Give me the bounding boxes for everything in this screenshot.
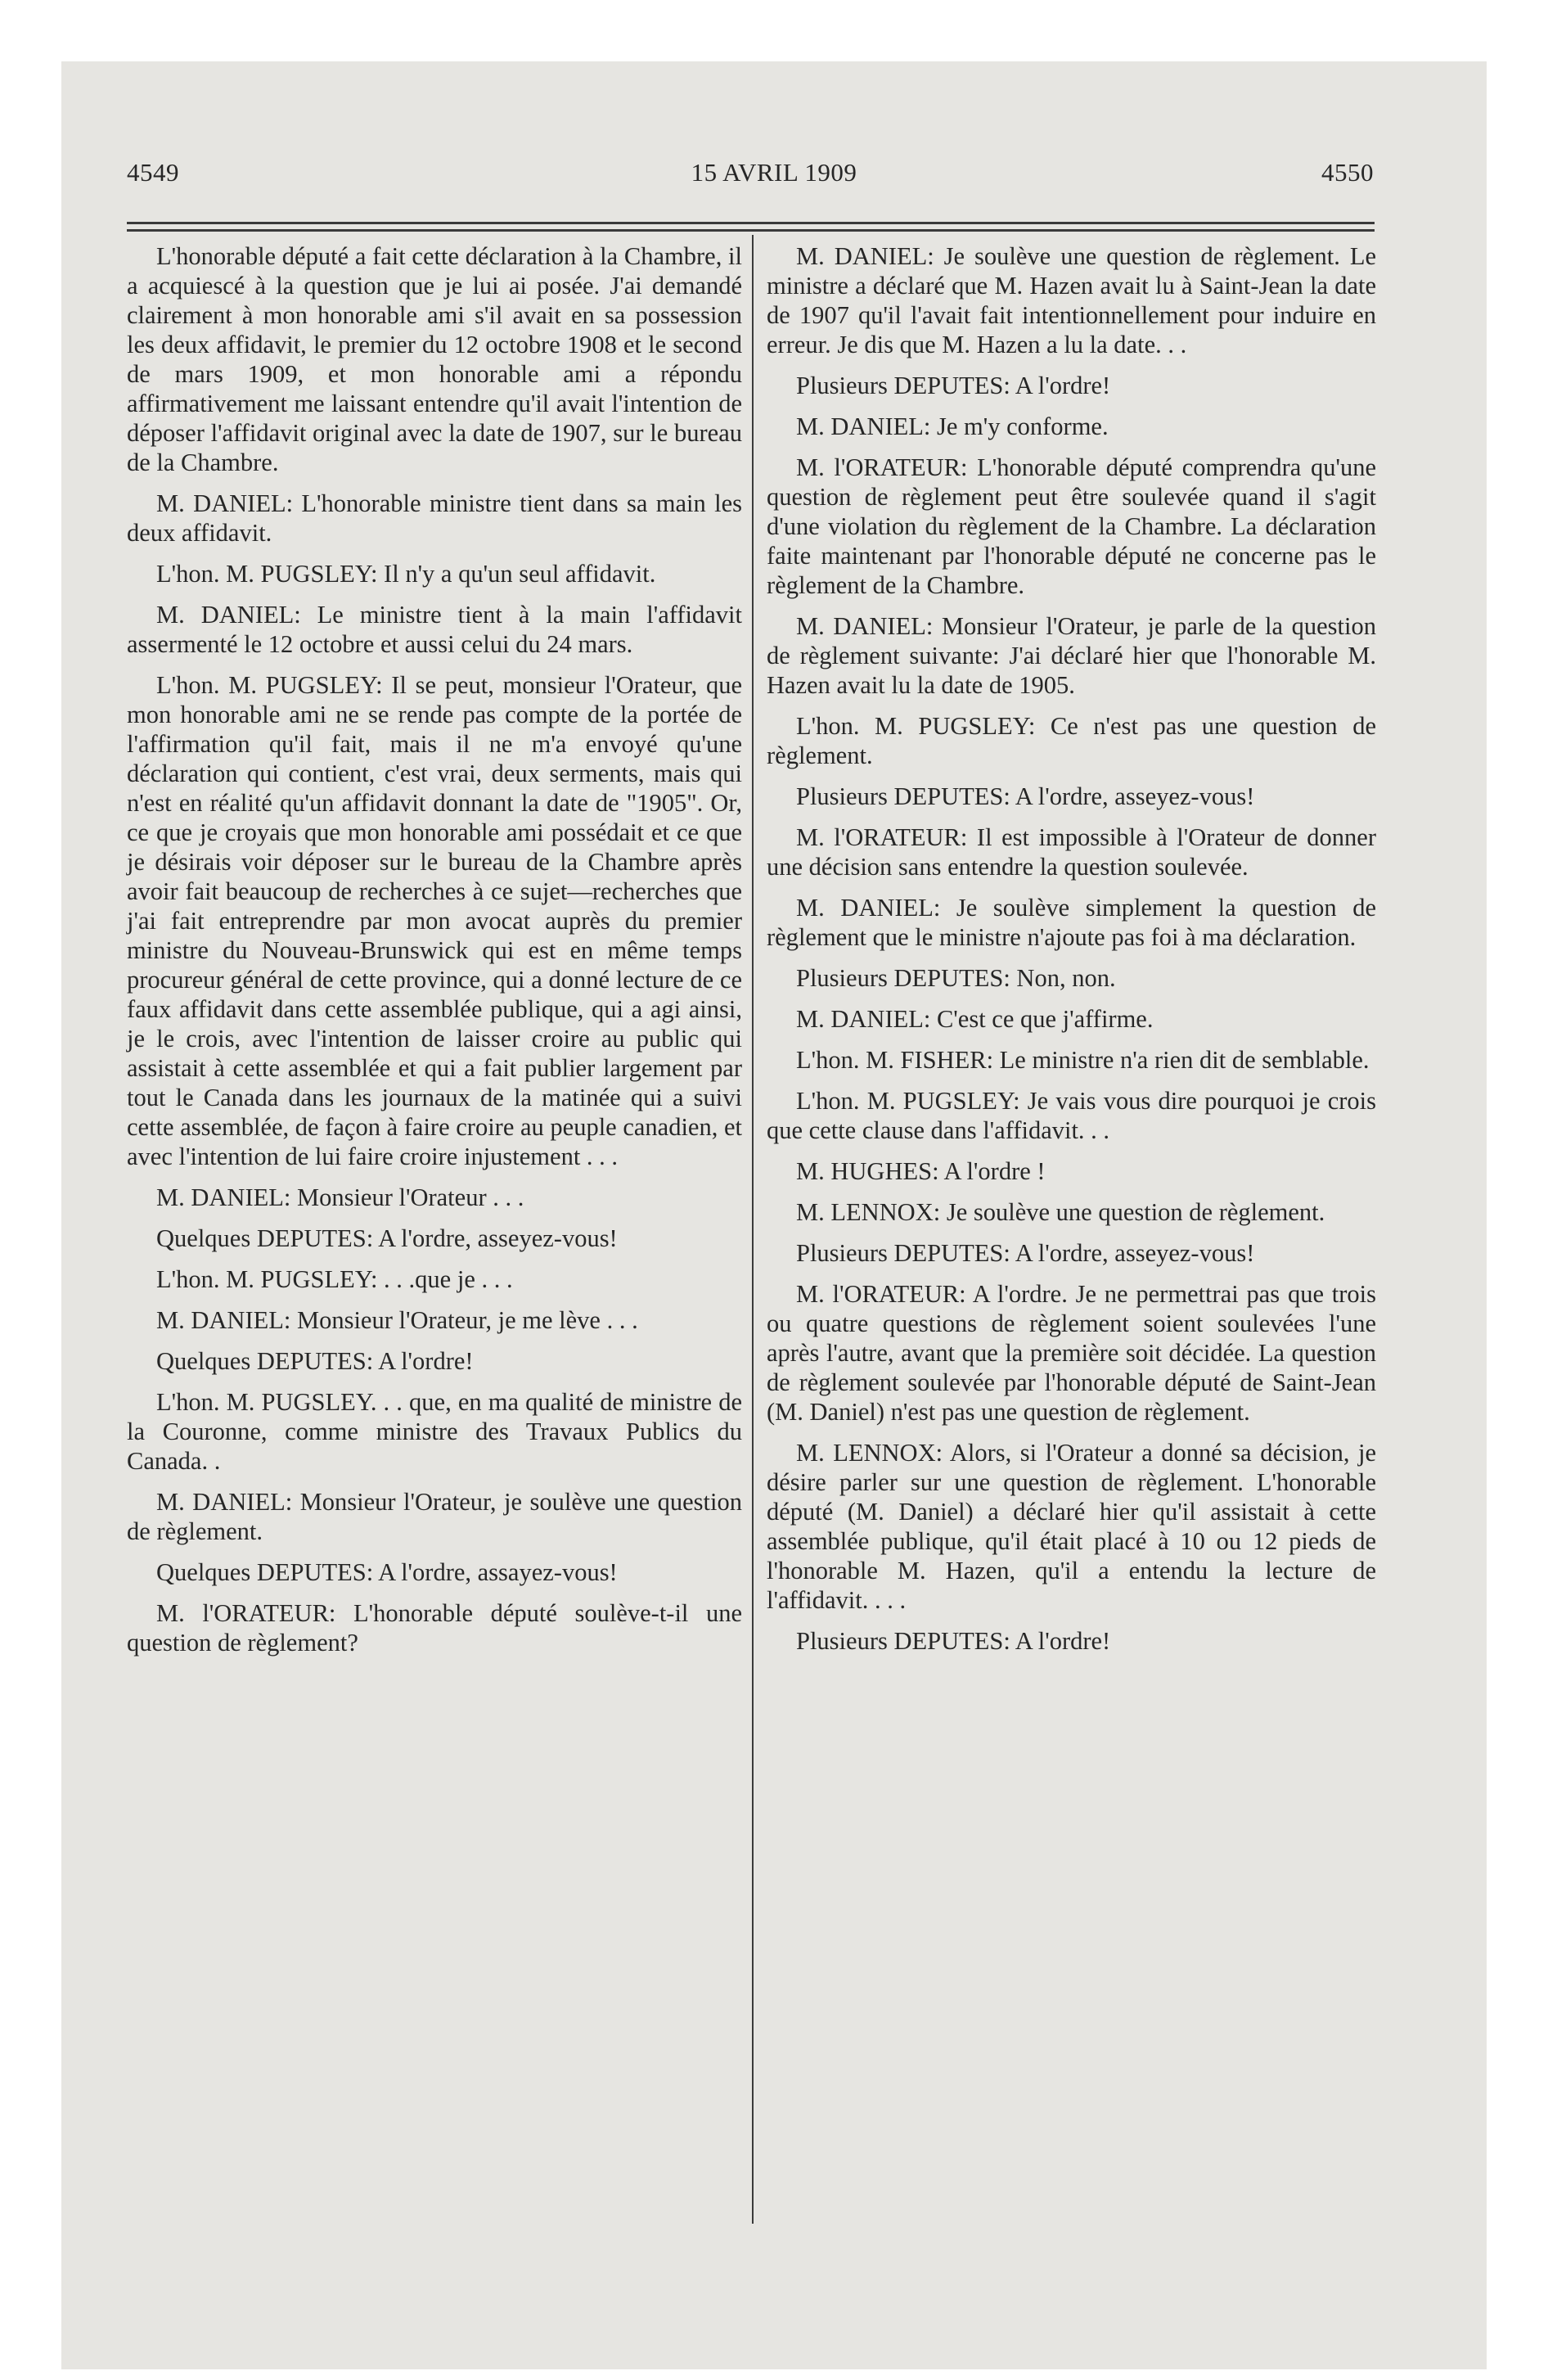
paragraph: L'hon. M. FISHER: Le ministre n'a rien dit de semblable.: [796, 1046, 1370, 1074]
paragraph: Quelques DEPUTES: A l'ordre!: [156, 1347, 474, 1375]
paragraph: Plusieurs DEPUTES: A l'ordre!: [796, 1627, 1111, 1655]
paragraph: Quelques DEPUTES: A l'ordre, assayez-vous!: [156, 1558, 618, 1586]
paragraph: M. DANIEL: Monsieur l'Orateur . . .: [156, 1183, 524, 1211]
scanned-page: [61, 61, 1487, 2369]
paragraph: L'honorable député a fait cette déclaration à la Chambre, il a acquiescé à la question que je lui ai posée. J'ai demandé clairement à mon honorable ami s'il avait en sa possession les deux affidavit, le premier du 12 octobre 1908 et le second de mars 1909, et mon honorable ami a répondu affirmativement me laissant entendre qu'il avait l'intention de déposer l'affidavit original avec la date de 1907, sur le bureau de la Chambre.: [127, 242, 742, 476]
paragraph: M. DANIEL: Monsieur l'Orateur, je soulève une question de règlement.: [127, 1488, 742, 1545]
paragraph: L'hon. M. PUGSLEY: Il n'y a qu'un seul affidavit.: [156, 560, 656, 588]
paragraph: M. LENNOX: Je soulève une question de règlement.: [796, 1198, 1325, 1226]
paragraph: M. DANIEL: Monsieur l'Orateur, je me lève . . .: [156, 1306, 638, 1334]
paragraph: M. l'ORATEUR: Il est impossible à l'Orateur de donner une décision sans entendre la question soulevée.: [767, 823, 1376, 881]
paragraph: M. DANIEL: Monsieur l'Orateur, je parle de la question de règlement suivante: J'ai déclaré hier que l'honorable M. Hazen avait lu la date de 1905.: [767, 612, 1376, 699]
paragraph: M. DANIEL: L'honorable ministre tient dans sa main les deux affidavit.: [127, 489, 742, 547]
paragraph: L'hon. M. PUGSLEY. . . que, en ma qualité de ministre de la Couronne, comme ministre des Travaux Publics du Canada. .: [127, 1388, 742, 1475]
paragraph: Quelques DEPUTES: A l'ordre, asseyez-vous!: [156, 1224, 618, 1252]
paragraph: M. DANIEL: Je m'y conforme.: [796, 412, 1109, 440]
header-rule-top: [127, 222, 1375, 224]
column-divider: [752, 235, 754, 2224]
paragraph: L'hon. M. PUGSLEY: Il se peut, monsieur l'Orateur, que mon honorable ami ne se rende pas compte de la portée de l'affirmation qu'il fait, mais il ne m'a envoyé qu'une déclaration qui contient, c'est vrai, deux serments, mais qui n'est en réalité qu'un affidavit donnant la date de "1905". Or, ce que je croyais que mon honorable ami possédait et ce que je désirais voir déposer sur le bureau de la Chambre après avoir fait beaucoup de recherches à ce sujet—recherches que j'ai fait entreprendre par mon avocat auprès du premier ministre du Nouveau-Brunswick qui est en même temps procureur général de cette province, qui a donné lecture de ce faux affidavit dans cette assemblée publique, qui a agi ainsi, je le crois, avec l'intention de laisser croire au public qui assistait à cette assemblée et qui a fait publier largement par tout le Canada dans les journaux de la matinée qui a suivi cette assemblée, de façon à faire croire au peuple canadien, et avec l'intention de lui faire croire injustement . . .: [127, 671, 742, 1170]
paragraph: M. l'ORATEUR: L'honorable député comprendra qu'une question de règlement peut être soulevée quand il s'agit d'une violation du règlement de la Chambre. La déclaration faite maintenant par l'honorable député ne concerne pas le règlement de la Chambre.: [767, 453, 1376, 599]
paragraph: M. DANIEL: Le ministre tient à la main l'affidavit assermenté le 12 octobre et aussi celui du 24 mars.: [127, 601, 742, 658]
paragraph: M. l'ORATEUR: A l'ordre. Je ne permettrai pas que trois ou quatre questions de règlement soient soulevées l'une après l'autre, avant que la première soit décidée. La question de règlement soulevée par l'honorable député de Saint-Jean (M. Daniel) n'est pas une question de règlement.: [767, 1280, 1376, 1426]
left-column: [127, 241, 742, 1669]
header-rule-bottom: [127, 229, 1375, 232]
paragraph: Plusieurs DEPUTES: A l'ordre!: [796, 372, 1111, 399]
paragraph: Plusieurs DEPUTES: A l'ordre, asseyez-vous!: [796, 782, 1255, 810]
paragraph: M. LENNOX: Alors, si l'Orateur a donné sa décision, je désire parler sur une question de règlement. L'honorable député (M. Daniel) a déclaré hier qu'il assistait à cette assemblée publique, qu'il était placé à 10 ou 12 pieds de l'honorable M. Hazen, qu'il a entendu la lecture de l'affidavit. . . .: [767, 1439, 1376, 1614]
page-number-left: 4549: [127, 158, 179, 187]
paragraph: L'hon. M. PUGSLEY: Ce n'est pas une question de règlement.: [767, 712, 1376, 769]
paragraph: L'hon. M. PUGSLEY: . . .que je . . .: [156, 1265, 513, 1293]
page-number-right: 4550: [1321, 158, 1374, 187]
paragraph: M. DANIEL: Je soulève une question de règlement. Le ministre a déclaré que M. Hazen avait lu à Saint-Jean la date de 1907 qu'il l'avait fait intentionnellement pour induire en erreur. Je dis que M. Hazen a lu la date. . .: [767, 242, 1376, 358]
page-date-header: 15 AVRIL 1909: [691, 158, 857, 187]
paragraph: M. l'ORATEUR: L'honorable député soulève-t-il une question de règlement?: [127, 1599, 742, 1657]
right-column: [767, 241, 1376, 1667]
paragraph: M. DANIEL: Je soulève simplement la question de règlement que le ministre n'ajoute pas foi à ma déclaration.: [767, 894, 1376, 951]
paragraph: Plusieurs DEPUTES: A l'ordre, asseyez-vous!: [796, 1239, 1255, 1267]
paragraph: M. HUGHES: A l'ordre !: [796, 1157, 1046, 1185]
paragraph: L'hon. M. PUGSLEY: Je vais vous dire pourquoi je crois que cette clause dans l'affidavit. . .: [767, 1087, 1376, 1144]
paragraph: M. DANIEL: C'est ce que j'affirme.: [796, 1005, 1154, 1033]
paragraph: Plusieurs DEPUTES: Non, non.: [796, 964, 1116, 992]
